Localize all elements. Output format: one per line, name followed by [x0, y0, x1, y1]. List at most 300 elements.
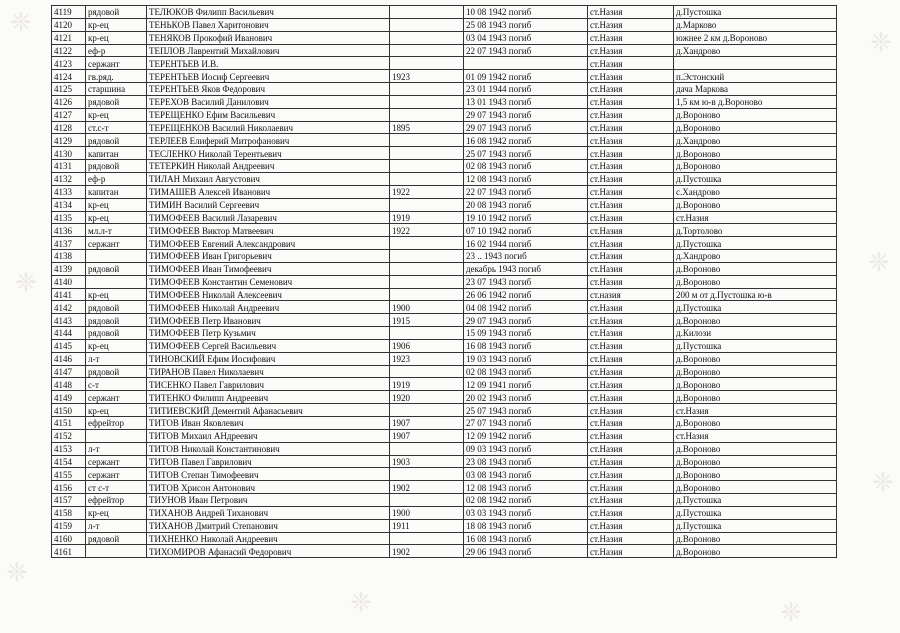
death-date-cell: 12 09 1941 погиб — [464, 378, 588, 391]
death-date-cell: 03 04 1943 погиб — [464, 31, 588, 44]
death-date-cell: 02 08 1943 погиб — [464, 160, 588, 173]
full-name-cell: ТИТОВ Николай Константинович — [147, 442, 390, 455]
record-number-cell: 4161 — [52, 545, 86, 558]
record-number-cell: 4126 — [52, 95, 86, 108]
full-name-cell: ТИМОФЕЕВ Константин Семенович — [147, 275, 390, 288]
full-name-cell: ТИМОФЕЕВ Петр Кузьмич — [147, 327, 390, 340]
rank-cell: ст.с-т — [86, 121, 147, 134]
full-name-cell: ТИМОФЕЕВ Иван Тимофеевич — [147, 262, 390, 275]
rank-cell: гв.ряд. — [86, 70, 147, 83]
rank-cell: кр-ец — [86, 108, 147, 121]
birth-year-cell — [390, 468, 464, 481]
table-row — [52, 455, 837, 468]
full-name-cell: ТИМОФЕЕВ Николай Андреевич — [147, 301, 390, 314]
birth-year-cell: 1907 — [390, 429, 464, 442]
birth-year-cell — [390, 275, 464, 288]
birth-year-cell — [390, 327, 464, 340]
burial-place-cell: д.Вороново — [674, 545, 837, 558]
record-number-cell: 4140 — [52, 275, 86, 288]
record-number-cell: 4133 — [52, 185, 86, 198]
death-date-cell: 12 08 1943 погиб — [464, 172, 588, 185]
burial-place-cell: д.Вороново — [674, 314, 837, 327]
birth-year-cell — [390, 134, 464, 147]
birth-year-cell — [390, 237, 464, 250]
record-number-cell: 4134 — [52, 198, 86, 211]
record-number-cell: 4119 — [52, 6, 86, 19]
full-name-cell: ТЕРЕНТЬЕВ Иосиф Сергеевич — [147, 70, 390, 83]
full-name-cell: ТИНОВСКИЙ Ефим Иосифович — [147, 352, 390, 365]
birth-year-cell: 1923 — [390, 352, 464, 365]
burial-place-cell: д.Марково — [674, 18, 837, 31]
burial-place-cell: ст.Назия — [674, 404, 837, 417]
station-cell: ст.Назия — [588, 391, 674, 404]
table-row — [52, 198, 837, 211]
rank-cell: л-т — [86, 519, 147, 532]
burial-place-cell: д.Вороново — [674, 108, 837, 121]
full-name-cell: ТИМИН Василий Сергеевич — [147, 198, 390, 211]
full-name-cell: ТЕНЯКОВ Прокофий Иванович — [147, 31, 390, 44]
birth-year-cell: 1907 — [390, 417, 464, 430]
record-number-cell: 4123 — [52, 57, 86, 70]
table-row — [52, 417, 837, 430]
station-cell: ст.Назия — [588, 31, 674, 44]
full-name-cell: ТИХАНОВ Андрей Тиханович — [147, 506, 390, 519]
burial-place-cell: д.Вороново — [674, 442, 837, 455]
record-number-cell: 4144 — [52, 327, 86, 340]
full-name-cell: ТИТОВ Иван Яковлевич — [147, 417, 390, 430]
record-number-cell: 4125 — [52, 83, 86, 96]
birth-year-cell: 1900 — [390, 506, 464, 519]
station-cell: ст.Назия — [588, 147, 674, 160]
death-date-cell: 03 08 1943 погиб — [464, 468, 588, 481]
watermark-ornament: ❈ — [868, 248, 890, 277]
full-name-cell: ТЕСЛЕНКО Николай Терентьевич — [147, 147, 390, 160]
table-row — [52, 18, 837, 31]
rank-cell: кр-ец — [86, 288, 147, 301]
table-row — [52, 31, 837, 44]
table-row — [52, 494, 837, 507]
table-row — [52, 160, 837, 173]
rank-cell: рядовой — [86, 160, 147, 173]
burial-place-cell: д.Вороново — [674, 481, 837, 494]
birth-year-cell: 1906 — [390, 339, 464, 352]
table-row — [52, 211, 837, 224]
birth-year-cell — [390, 365, 464, 378]
table-row — [52, 468, 837, 481]
table-row — [52, 237, 837, 250]
burial-place-cell: д.Пустошка — [674, 6, 837, 19]
rank-cell — [86, 275, 147, 288]
station-cell: ст.Назия — [588, 481, 674, 494]
death-date-cell: 29 06 1943 погиб — [464, 545, 588, 558]
station-cell: ст.Назия — [588, 224, 674, 237]
burial-place-cell: д.Вороново — [674, 391, 837, 404]
birth-year-cell — [390, 250, 464, 263]
table-row — [52, 6, 837, 19]
full-name-cell: ТИМОФЕЕВ Николай Алексеевич — [147, 288, 390, 301]
full-name-cell: ТИМОФЕЕВ Виктор Матвеевич — [147, 224, 390, 237]
record-number-cell: 4146 — [52, 352, 86, 365]
full-name-cell: ТИМОФЕЕВ Петр Иванович — [147, 314, 390, 327]
station-cell: ст.Назия — [588, 301, 674, 314]
station-cell: ст.Назия — [588, 417, 674, 430]
full-name-cell: ТЕРЕХОВ Василий Данилович — [147, 95, 390, 108]
record-number-cell: 4136 — [52, 224, 86, 237]
station-cell: ст.Назия — [588, 314, 674, 327]
death-date-cell: 02 08 1943 погиб — [464, 365, 588, 378]
burial-place-cell: с.Хандрово — [674, 185, 837, 198]
death-date-cell: 12 08 1943 погиб — [464, 481, 588, 494]
station-cell: ст.Назия — [588, 275, 674, 288]
watermark-ornament: ❈ — [870, 28, 892, 57]
record-number-cell: 4132 — [52, 172, 86, 185]
birth-year-cell — [390, 532, 464, 545]
record-number-cell: 4153 — [52, 442, 86, 455]
station-cell: ст.Назия — [588, 262, 674, 275]
record-number-cell: 4154 — [52, 455, 86, 468]
full-name-cell: ТЕРЕЩЕНКОВ Василий Николаевич — [147, 121, 390, 134]
rank-cell: рядовой — [86, 327, 147, 340]
station-cell: ст.Назия — [588, 108, 674, 121]
burial-place-cell: д.Вороново — [674, 378, 837, 391]
station-cell: ст.Назия — [588, 44, 674, 57]
full-name-cell: ТИУНОВ Иван Петрович — [147, 494, 390, 507]
station-cell: ст.Назия — [588, 365, 674, 378]
rank-cell: кр-ец — [86, 404, 147, 417]
full-name-cell: ТИХОМИРОВ Афанасий Федорович — [147, 545, 390, 558]
record-number-cell: 4152 — [52, 429, 86, 442]
death-date-cell: 15 09 1943 погиб — [464, 327, 588, 340]
record-number-cell: 4149 — [52, 391, 86, 404]
birth-year-cell — [390, 95, 464, 108]
record-number-cell: 4148 — [52, 378, 86, 391]
record-number-cell: 4135 — [52, 211, 86, 224]
rank-cell: рядовой — [86, 6, 147, 19]
burial-place-cell: д.Пустошка — [674, 339, 837, 352]
record-number-cell: 4128 — [52, 121, 86, 134]
full-name-cell: ТИТОВ Павел Гаврилович — [147, 455, 390, 468]
table-row — [52, 134, 837, 147]
burial-place-cell: южнее 2 км д.Вороново — [674, 31, 837, 44]
casualty-register-table — [51, 5, 837, 558]
station-cell: ст.Назия — [588, 455, 674, 468]
table-row — [52, 519, 837, 532]
rank-cell: еф-р — [86, 172, 147, 185]
table-row — [52, 108, 837, 121]
burial-place-cell: 1,5 км ю-в д.Вороново — [674, 95, 837, 108]
station-cell: ст.Назия — [588, 404, 674, 417]
full-name-cell: ТИХАНОВ Дмитрий Степанович — [147, 519, 390, 532]
station-cell: ст.Назия — [588, 339, 674, 352]
table-row — [52, 352, 837, 365]
rank-cell: рядовой — [86, 532, 147, 545]
burial-place-cell: д.Хандрово — [674, 134, 837, 147]
death-date-cell: 03 03 1943 погиб — [464, 506, 588, 519]
table-row — [52, 301, 837, 314]
record-number-cell: 4124 — [52, 70, 86, 83]
birth-year-cell — [390, 442, 464, 455]
full-name-cell: ТЕТЕРКИН Николай Андреевич — [147, 160, 390, 173]
station-cell: ст.Назия — [588, 211, 674, 224]
record-number-cell: 4122 — [52, 44, 86, 57]
death-date-cell: 04 08 1942 погиб — [464, 301, 588, 314]
death-date-cell: 16 08 1943 погиб — [464, 339, 588, 352]
death-date-cell: 29 07 1943 погиб — [464, 108, 588, 121]
birth-year-cell — [390, 172, 464, 185]
death-date-cell: 23 01 1944 погиб — [464, 83, 588, 96]
birth-year-cell: 1922 — [390, 185, 464, 198]
watermark-ornament: ❈ — [10, 8, 32, 37]
birth-year-cell: 1923 — [390, 70, 464, 83]
birth-year-cell — [390, 288, 464, 301]
record-number-cell: 4143 — [52, 314, 86, 327]
rank-cell: ст с-т — [86, 481, 147, 494]
burial-place-cell — [674, 57, 837, 70]
record-number-cell: 4129 — [52, 134, 86, 147]
burial-place-cell: д.Хандрово — [674, 250, 837, 263]
record-number-cell: 4139 — [52, 262, 86, 275]
table-row — [52, 121, 837, 134]
birth-year-cell — [390, 83, 464, 96]
record-number-cell: 4157 — [52, 494, 86, 507]
rank-cell: сержант — [86, 237, 147, 250]
death-date-cell: 18 08 1943 погиб — [464, 519, 588, 532]
burial-place-cell: д.Вороново — [674, 275, 837, 288]
record-number-cell: 4138 — [52, 250, 86, 263]
record-number-cell: 4145 — [52, 339, 86, 352]
table-row — [52, 442, 837, 455]
record-number-cell: 4151 — [52, 417, 86, 430]
station-cell: ст.Назия — [588, 352, 674, 365]
station-cell: ст.Назия — [588, 494, 674, 507]
watermark-ornament: ❈ — [15, 268, 37, 297]
rank-cell: кр-ец — [86, 339, 147, 352]
death-date-cell: 27 07 1943 погиб — [464, 417, 588, 430]
full-name-cell: ТИМАШЕВ Алексей Иванович — [147, 185, 390, 198]
station-cell: ст.Назия — [588, 83, 674, 96]
station-cell: ст.Назия — [588, 198, 674, 211]
table-row — [52, 288, 837, 301]
table-row — [52, 391, 837, 404]
death-date-cell: 23 08 1943 погиб — [464, 455, 588, 468]
watermark-ornament: ❈ — [780, 598, 802, 627]
station-cell: ст.Назия — [588, 250, 674, 263]
full-name-cell: ТИМОФЕЕВ Иван Григорьевич — [147, 250, 390, 263]
death-date-cell: 19 03 1943 погиб — [464, 352, 588, 365]
table-row — [52, 250, 837, 263]
death-date-cell: 16 08 1943 погиб — [464, 532, 588, 545]
table-row — [52, 545, 837, 558]
burial-place-cell: д.Вороново — [674, 365, 837, 378]
birth-year-cell: 1911 — [390, 519, 464, 532]
station-cell: ст.Назия — [588, 185, 674, 198]
record-number-cell: 4158 — [52, 506, 86, 519]
station-cell: ст.Назия — [588, 6, 674, 19]
rank-cell: мл.л-т — [86, 224, 147, 237]
station-cell: ст.Назия — [588, 545, 674, 558]
watermark-ornament: ❈ — [872, 468, 894, 497]
table-row — [52, 339, 837, 352]
full-name-cell: ТИМОФЕЕВ Сергей Васильевич — [147, 339, 390, 352]
death-date-cell: 02 08 1942 погиб — [464, 494, 588, 507]
rank-cell: кр-ец — [86, 18, 147, 31]
table-row — [52, 44, 837, 57]
full-name-cell: ТИТОВ Михаил АНдреевич — [147, 429, 390, 442]
birth-year-cell — [390, 18, 464, 31]
birth-year-cell — [390, 404, 464, 417]
full-name-cell: ТИРАНОВ Павел Николаевич — [147, 365, 390, 378]
table-row — [52, 57, 837, 70]
birth-year-cell: 1895 — [390, 121, 464, 134]
table-row — [52, 185, 837, 198]
death-date-cell: 22 07 1943 погиб — [464, 185, 588, 198]
death-date-cell: 20 08 1943 погиб — [464, 198, 588, 211]
death-date-cell: 25 08 1943 погиб — [464, 18, 588, 31]
birth-year-cell: 1900 — [390, 301, 464, 314]
death-date-cell: 10 08 1942 погиб — [464, 6, 588, 19]
rank-cell: рядовой — [86, 134, 147, 147]
rank-cell: кр-ец — [86, 506, 147, 519]
burial-place-cell: д.Килози — [674, 327, 837, 340]
full-name-cell: ТИТИЕВСКИЙ Дементий Афанасьевич — [147, 404, 390, 417]
full-name-cell: ТИТОВ Хрисон Антонович — [147, 481, 390, 494]
station-cell: ст.назия — [588, 288, 674, 301]
rank-cell — [86, 250, 147, 263]
record-number-cell: 4142 — [52, 301, 86, 314]
burial-place-cell: д.Тортолово — [674, 224, 837, 237]
death-date-cell: 09 03 1943 погиб — [464, 442, 588, 455]
table-row — [52, 327, 837, 340]
birth-year-cell: 1919 — [390, 211, 464, 224]
station-cell: ст.Назия — [588, 95, 674, 108]
death-date-cell: 13 01 1943 погиб — [464, 95, 588, 108]
rank-cell: с-т — [86, 378, 147, 391]
burial-place-cell: д.Вороново — [674, 147, 837, 160]
station-cell: ст.Назия — [588, 468, 674, 481]
full-name-cell: ТИЛАН Михаил Августович — [147, 172, 390, 185]
station-cell: ст.Назия — [588, 506, 674, 519]
birth-year-cell — [390, 262, 464, 275]
death-date-cell — [464, 57, 588, 70]
birth-year-cell: 1922 — [390, 224, 464, 237]
burial-place-cell: ст.Назия — [674, 429, 837, 442]
birth-year-cell — [390, 6, 464, 19]
birth-year-cell — [390, 108, 464, 121]
full-name-cell: ТЕРЕНТЬЕВ И.В. — [147, 57, 390, 70]
rank-cell: рядовой — [86, 365, 147, 378]
rank-cell: сержант — [86, 455, 147, 468]
rank-cell: старшина — [86, 83, 147, 96]
death-date-cell: 19 10 1942 погиб — [464, 211, 588, 224]
table-row — [52, 172, 837, 185]
rank-cell: рядовой — [86, 95, 147, 108]
burial-place-cell: д.Вороново — [674, 455, 837, 468]
station-cell: ст.Назия — [588, 519, 674, 532]
table-row — [52, 70, 837, 83]
death-date-cell: 01 09 1942 погиб — [464, 70, 588, 83]
burial-place-cell: дача Маркова — [674, 83, 837, 96]
birth-year-cell — [390, 494, 464, 507]
full-name-cell: ТИСЕНКО Павел Гаврилович — [147, 378, 390, 391]
burial-place-cell: д.Вороново — [674, 417, 837, 430]
record-number-cell: 4150 — [52, 404, 86, 417]
table-row — [52, 224, 837, 237]
burial-place-cell: д.Пустошка — [674, 237, 837, 250]
death-date-cell: 07 10 1942 погиб — [464, 224, 588, 237]
burial-place-cell: д.Вороново — [674, 198, 837, 211]
table-row — [52, 147, 837, 160]
station-cell: ст.Назия — [588, 57, 674, 70]
burial-place-cell: ст.Назия — [674, 211, 837, 224]
burial-place-cell: д.Пустошка — [674, 494, 837, 507]
table-row — [52, 262, 837, 275]
record-number-cell: 4160 — [52, 532, 86, 545]
death-date-cell: декабрь 1943 погиб — [464, 262, 588, 275]
record-number-cell: 4155 — [52, 468, 86, 481]
record-number-cell: 4121 — [52, 31, 86, 44]
rank-cell: ефрейтор — [86, 494, 147, 507]
burial-place-cell: д.Пустошка — [674, 506, 837, 519]
rank-cell: рядовой — [86, 262, 147, 275]
table-row — [52, 95, 837, 108]
rank-cell: сержант — [86, 468, 147, 481]
table-row — [52, 275, 837, 288]
table-row — [52, 532, 837, 545]
record-number-cell: 4147 — [52, 365, 86, 378]
table-row — [52, 506, 837, 519]
station-cell: ст.Назия — [588, 70, 674, 83]
rank-cell: еф-р — [86, 44, 147, 57]
full-name-cell: ТЕНЬКОВ Павел Харитонович — [147, 18, 390, 31]
birth-year-cell: 1903 — [390, 455, 464, 468]
death-date-cell: 29 07 1943 погиб — [464, 314, 588, 327]
death-date-cell: 20 02 1943 погиб — [464, 391, 588, 404]
birth-year-cell — [390, 31, 464, 44]
station-cell: ст.Назия — [588, 172, 674, 185]
table-row — [52, 314, 837, 327]
station-cell: ст.Назия — [588, 532, 674, 545]
rank-cell: сержант — [86, 391, 147, 404]
record-number-cell: 4141 — [52, 288, 86, 301]
table-row — [52, 404, 837, 417]
full-name-cell: ТЕПЛОВ Лаврентий Михайлович — [147, 44, 390, 57]
death-date-cell: 22 07 1943 погиб — [464, 44, 588, 57]
burial-place-cell: д.Пустошка — [674, 519, 837, 532]
burial-place-cell: п.Эстонский — [674, 70, 837, 83]
station-cell: ст.Назия — [588, 237, 674, 250]
station-cell: ст.Назия — [588, 429, 674, 442]
full-name-cell: ТЕРЕЩЕНКО Ефим Васильевич — [147, 108, 390, 121]
station-cell: ст.Назия — [588, 121, 674, 134]
burial-place-cell: д.Хандрово — [674, 44, 837, 57]
record-number-cell: 4130 — [52, 147, 86, 160]
record-number-cell: 4127 — [52, 108, 86, 121]
station-cell: ст.Назия — [588, 327, 674, 340]
birth-year-cell — [390, 160, 464, 173]
birth-year-cell — [390, 57, 464, 70]
full-name-cell: ТЕРЕНТЬЕВ Яков Федорович — [147, 83, 390, 96]
birth-year-cell: 1920 — [390, 391, 464, 404]
birth-year-cell — [390, 44, 464, 57]
rank-cell: капитан — [86, 147, 147, 160]
table-row — [52, 429, 837, 442]
full-name-cell: ТИТЕНКО Филипп Андреевич — [147, 391, 390, 404]
rank-cell: кр-ец — [86, 198, 147, 211]
birth-year-cell: 1919 — [390, 378, 464, 391]
burial-place-cell: д.Вороново — [674, 121, 837, 134]
death-date-cell: 29 07 1943 погиб — [464, 121, 588, 134]
burial-place-cell: д.Вороново — [674, 262, 837, 275]
